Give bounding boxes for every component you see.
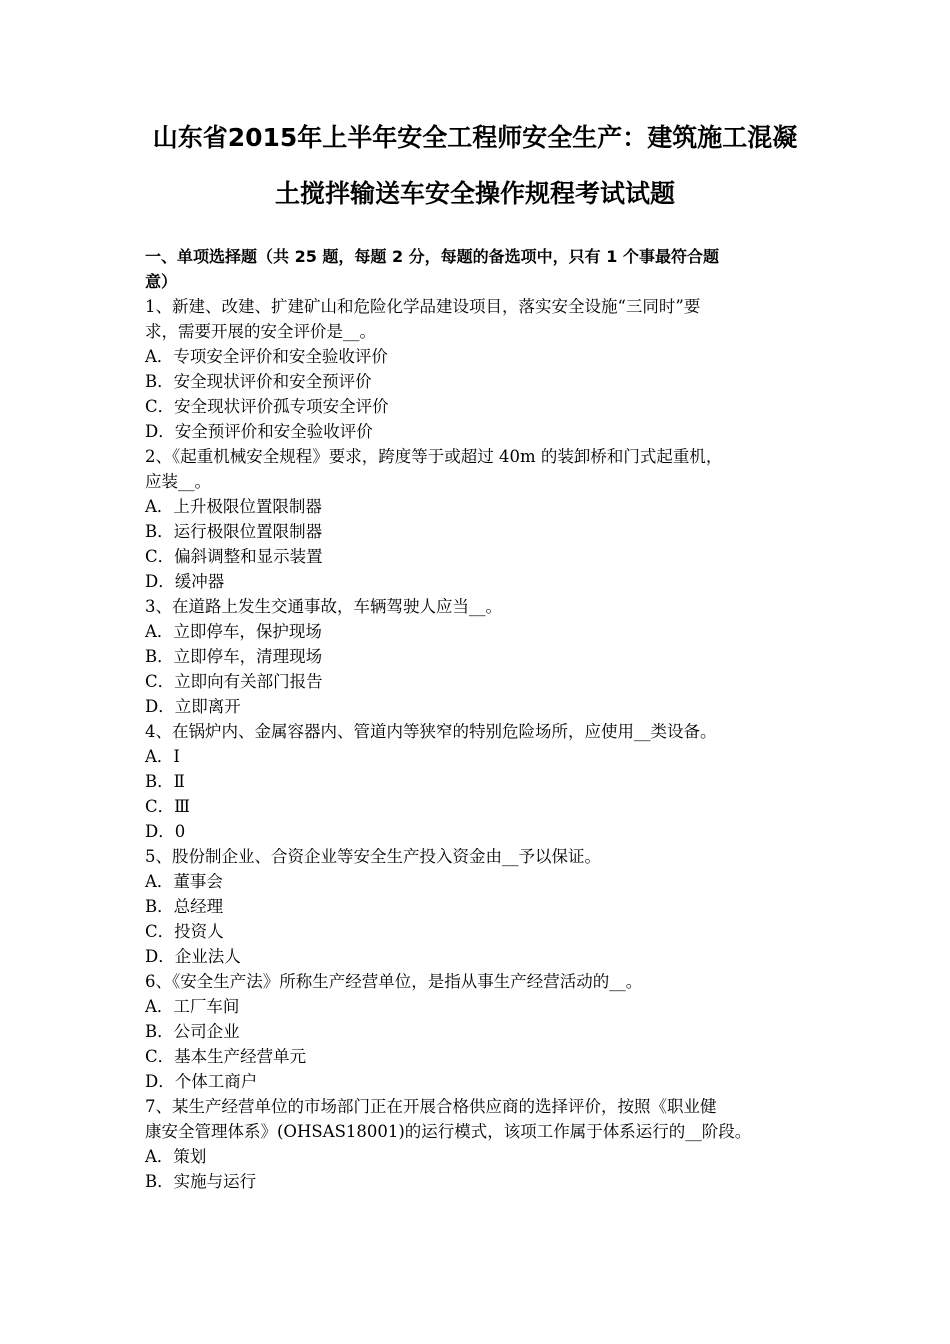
question-stem: 康安全管理体系》(OHSAS18001)的运行模式，该项工作属于体系运行的__阶段。 (145, 1122, 752, 1141)
answer-option: D．企业法人 (145, 947, 241, 966)
document-body (145, 244, 810, 1194)
title-line-1: 山东省2015年上半年安全工程师安全生产：建筑施工混凝 (152, 123, 798, 152)
question-stem: 5、股份制企业、合资企业等安全生产投入资金由__予以保证。 (145, 847, 601, 866)
question-stem: 求，需要开展的安全评价是__。 (145, 322, 376, 341)
question-stem: 3、在道路上发生交通事故，车辆驾驶人应当__。 (145, 597, 502, 616)
question-stem: 4、在锅炉内、金属容器内、管道内等狭窄的特别危险场所，应使用__类设备。 (145, 722, 717, 741)
question-stem: 应装__。 (145, 472, 211, 491)
question-stem: 7、某生产经营单位的市场部门正在开展合格供应商的选择评价，按照《职业健 (145, 1097, 717, 1116)
answer-option: C．投资人 (145, 922, 224, 941)
answer-option: D．立即离开 (145, 697, 241, 716)
answer-option: A．策划 (145, 1147, 207, 1166)
section-header: 一、单项选择题（共 25 题，每题 2 分，每题的备选项中，只有 1 个事最符合题 (145, 247, 719, 266)
answer-option: B．Ⅱ (145, 772, 185, 791)
question-stem: 6、《安全生产法》所称生产经营单位，是指从事生产经营活动的__。 (145, 972, 643, 991)
answer-option: B．安全现状评价和安全预评价 (145, 372, 372, 391)
question-item (145, 844, 810, 969)
question-list (145, 294, 810, 1194)
answer-option: B．总经理 (145, 897, 224, 916)
answer-option: B．运行极限位置限制器 (145, 522, 323, 541)
answer-option: B．立即停车，清理现场 (145, 647, 323, 666)
answer-option: A．立即停车，保护现场 (145, 622, 322, 641)
answer-option: C．偏斜调整和显示装置 (145, 547, 323, 566)
answer-option: B．公司企业 (145, 1022, 240, 1041)
question-item (145, 1094, 810, 1194)
answer-option: A．工厂车间 (145, 997, 240, 1016)
answer-option: D．安全预评价和安全验收评价 (145, 422, 373, 441)
answer-option: A．董事会 (145, 872, 223, 891)
answer-option: D．缓冲器 (145, 572, 225, 591)
document-title (120, 110, 830, 222)
answer-option: D．0 (145, 822, 186, 841)
answer-option: A．Ⅰ (145, 747, 180, 766)
question-item (145, 444, 810, 594)
question-item (145, 719, 810, 844)
answer-option: C．基本生产经营单元 (145, 1047, 307, 1066)
section-header-continued: 意） (145, 272, 178, 291)
title-line-2: 土搅拌输送车安全操作规程考试试题 (274, 179, 675, 208)
answer-option: B．实施与运行 (145, 1172, 257, 1191)
answer-option: A．专项安全评价和安全验收评价 (145, 347, 388, 366)
answer-option: C．Ⅲ (145, 797, 191, 816)
question-item (145, 594, 810, 719)
question-item (145, 294, 810, 444)
answer-option: A．上升极限位置限制器 (145, 497, 322, 516)
answer-option: D．个体工商户 (145, 1072, 258, 1091)
answer-option: C．安全现状评价孤专项安全评价 (145, 397, 389, 416)
question-stem: 2、《起重机械安全规程》要求，跨度等于或超过 40m 的装卸桥和门式起重机， (145, 447, 723, 466)
question-item (145, 969, 810, 1094)
answer-option: C．立即向有关部门报告 (145, 672, 323, 691)
question-stem: 1、新建、改建、扩建矿山和危险化学品建设项目，落实安全设施“三同时”要 (145, 297, 701, 316)
